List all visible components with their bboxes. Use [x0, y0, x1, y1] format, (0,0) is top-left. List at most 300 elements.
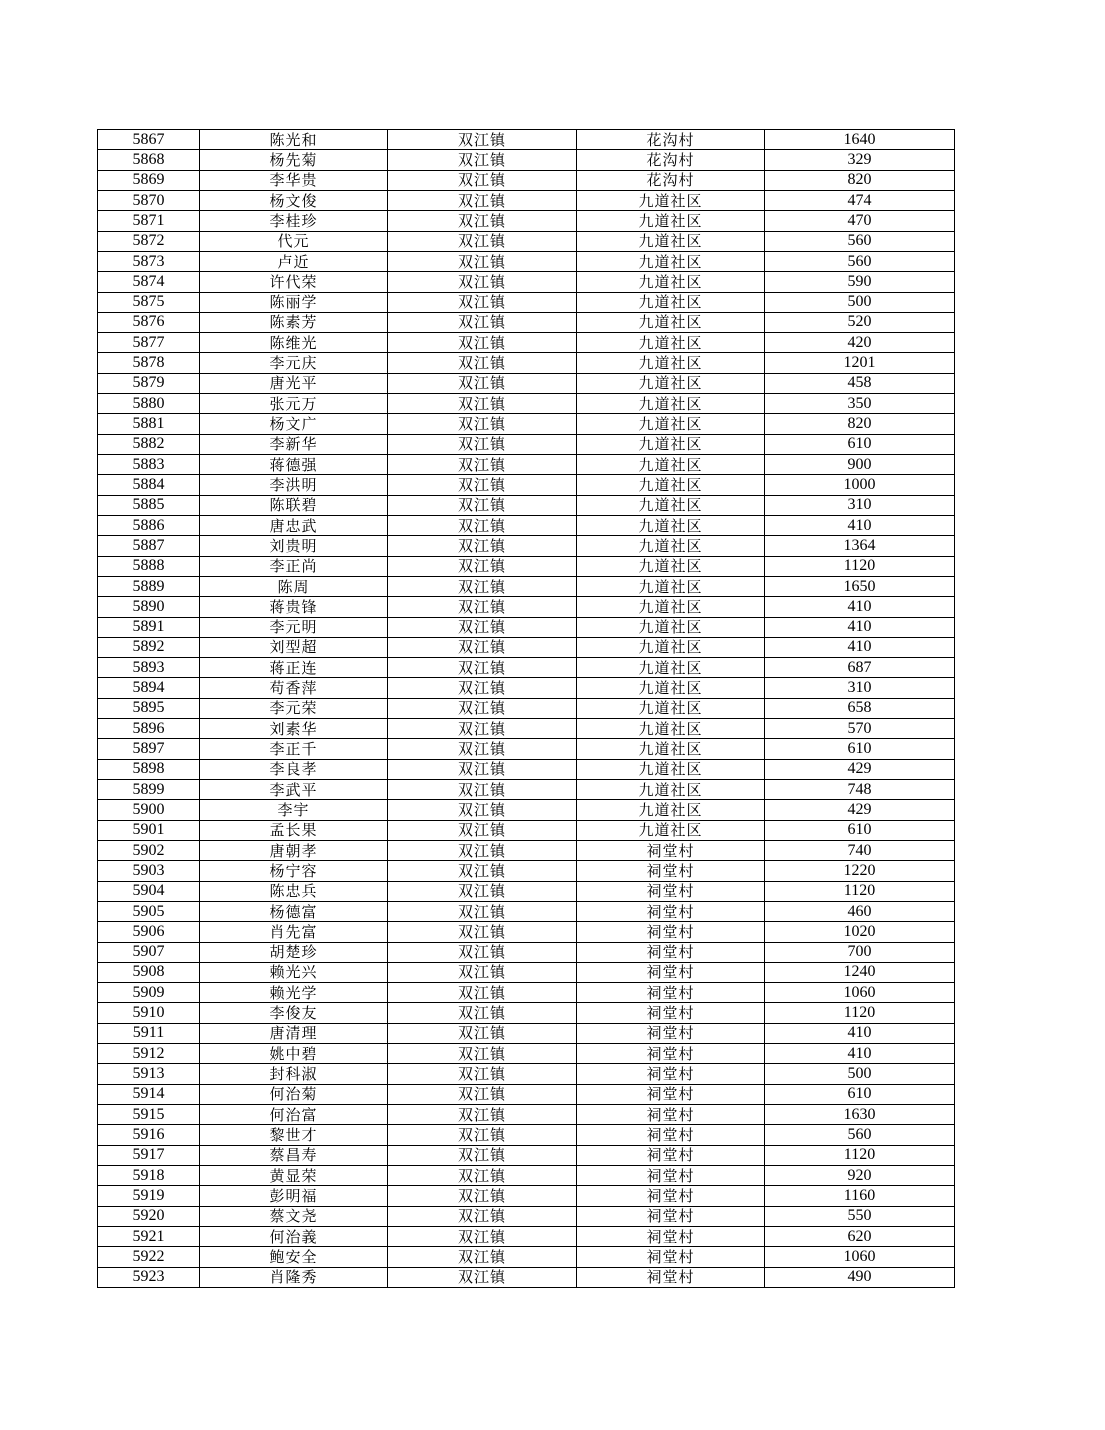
cell-amount: 1220: [765, 861, 955, 881]
cell-name: 陈丽学: [200, 292, 388, 312]
cell-town: 双江镇: [388, 1145, 577, 1165]
cell-name: 李正千: [200, 739, 388, 759]
table-row: [98, 800, 955, 820]
table-row: [98, 231, 955, 251]
cell-village: 祠堂村: [577, 1044, 765, 1064]
cell-id: 5901: [98, 820, 200, 840]
cell-town: 双江镇: [388, 922, 577, 942]
cell-name: 肖隆秀: [200, 1267, 388, 1287]
table-row: [98, 353, 955, 373]
cell-id: 5887: [98, 536, 200, 556]
cell-village: 九道社区: [577, 434, 765, 454]
cell-id: 5915: [98, 1105, 200, 1125]
cell-name: 何治富: [200, 1105, 388, 1125]
cell-village: 九道社区: [577, 333, 765, 353]
cell-id: 5899: [98, 780, 200, 800]
cell-id: 5880: [98, 394, 200, 414]
cell-village: 九道社区: [577, 597, 765, 617]
cell-id: 5882: [98, 434, 200, 454]
cell-amount: 410: [765, 1023, 955, 1043]
cell-id: 5892: [98, 637, 200, 657]
cell-id: 5910: [98, 1003, 200, 1023]
cell-id: 5898: [98, 759, 200, 779]
cell-id: 5916: [98, 1125, 200, 1145]
cell-town: 双江镇: [388, 678, 577, 698]
cell-village: 九道社区: [577, 373, 765, 393]
cell-village: 祠堂村: [577, 1125, 765, 1145]
cell-name: 赖光学: [200, 983, 388, 1003]
cell-name: 唐清理: [200, 1023, 388, 1043]
cell-village: 九道社区: [577, 576, 765, 596]
cell-village: 九道社区: [577, 312, 765, 332]
cell-id: 5911: [98, 1023, 200, 1043]
cell-amount: 560: [765, 251, 955, 271]
cell-village: 九道社区: [577, 515, 765, 535]
cell-id: 5923: [98, 1267, 200, 1287]
table-row: [98, 820, 955, 840]
table-row: [98, 190, 955, 210]
cell-town: 双江镇: [388, 576, 577, 596]
cell-town: 双江镇: [388, 1125, 577, 1145]
table-row: [98, 1165, 955, 1185]
cell-id: 5921: [98, 1226, 200, 1246]
cell-id: 5871: [98, 211, 200, 231]
cell-town: 双江镇: [388, 495, 577, 515]
cell-name: 蒋正连: [200, 658, 388, 678]
cell-name: 李良孝: [200, 759, 388, 779]
cell-amount: 458: [765, 373, 955, 393]
cell-amount: 610: [765, 1084, 955, 1104]
table-row: [98, 434, 955, 454]
cell-village: 九道社区: [577, 495, 765, 515]
cell-amount: 410: [765, 1044, 955, 1064]
cell-village: 九道社区: [577, 658, 765, 678]
cell-amount: 310: [765, 678, 955, 698]
cell-town: 双江镇: [388, 353, 577, 373]
cell-name: 唐朝孝: [200, 840, 388, 860]
table-row: [98, 495, 955, 515]
cell-town: 双江镇: [388, 556, 577, 576]
cell-town: 双江镇: [388, 1084, 577, 1104]
cell-name: 李俊友: [200, 1003, 388, 1023]
table-row: [98, 698, 955, 718]
cell-town: 双江镇: [388, 312, 577, 332]
cell-id: 5893: [98, 658, 200, 678]
cell-town: 双江镇: [388, 150, 577, 170]
cell-amount: 1201: [765, 353, 955, 373]
table-row: [98, 597, 955, 617]
cell-town: 双江镇: [388, 637, 577, 657]
cell-town: 双江镇: [388, 698, 577, 718]
cell-village: 祠堂村: [577, 962, 765, 982]
cell-id: 5906: [98, 922, 200, 942]
cell-id: 5873: [98, 251, 200, 271]
table-row: [98, 780, 955, 800]
cell-amount: 1120: [765, 881, 955, 901]
cell-name: 李新华: [200, 434, 388, 454]
cell-amount: 1650: [765, 576, 955, 596]
cell-id: 5918: [98, 1165, 200, 1185]
cell-village: 九道社区: [577, 292, 765, 312]
table-row: [98, 1084, 955, 1104]
cell-id: 5877: [98, 333, 200, 353]
cell-village: 花沟村: [577, 150, 765, 170]
cell-town: 双江镇: [388, 333, 577, 353]
cell-name: 刘贵明: [200, 536, 388, 556]
cell-name: 李华贵: [200, 170, 388, 190]
table-row: [98, 292, 955, 312]
cell-village: 祠堂村: [577, 1145, 765, 1165]
cell-name: 黎世才: [200, 1125, 388, 1145]
cell-amount: 610: [765, 739, 955, 759]
table-row: [98, 881, 955, 901]
cell-name: 鲍安全: [200, 1247, 388, 1267]
cell-id: 5920: [98, 1206, 200, 1226]
cell-village: 九道社区: [577, 780, 765, 800]
cell-town: 双江镇: [388, 739, 577, 759]
cell-village: 九道社区: [577, 475, 765, 495]
cell-village: 九道社区: [577, 678, 765, 698]
table-row: [98, 901, 955, 921]
cell-amount: 429: [765, 759, 955, 779]
cell-village: 祠堂村: [577, 881, 765, 901]
cell-town: 双江镇: [388, 942, 577, 962]
cell-town: 双江镇: [388, 272, 577, 292]
cell-town: 双江镇: [388, 983, 577, 1003]
cell-id: 5904: [98, 881, 200, 901]
table-row: [98, 211, 955, 231]
cell-name: 李宇: [200, 800, 388, 820]
table-row: [98, 150, 955, 170]
cell-id: 5890: [98, 597, 200, 617]
cell-village: 祠堂村: [577, 1023, 765, 1043]
table-row: [98, 637, 955, 657]
cell-town: 双江镇: [388, 901, 577, 921]
cell-village: 祠堂村: [577, 1267, 765, 1287]
table-row: [98, 1145, 955, 1165]
cell-town: 双江镇: [388, 1267, 577, 1287]
table-row: [98, 170, 955, 190]
cell-village: 九道社区: [577, 414, 765, 434]
cell-town: 双江镇: [388, 658, 577, 678]
cell-name: 赖光兴: [200, 962, 388, 982]
cell-id: 5888: [98, 556, 200, 576]
cell-name: 苟香萍: [200, 678, 388, 698]
cell-id: 5912: [98, 1044, 200, 1064]
cell-id: 5914: [98, 1084, 200, 1104]
cell-id: 5903: [98, 861, 200, 881]
cell-id: 5895: [98, 698, 200, 718]
cell-id: 5896: [98, 719, 200, 739]
table-row: [98, 1247, 955, 1267]
cell-id: 5875: [98, 292, 200, 312]
cell-amount: 350: [765, 394, 955, 414]
table-row: [98, 617, 955, 637]
cell-name: 黄显荣: [200, 1165, 388, 1185]
cell-name: 刘型超: [200, 637, 388, 657]
cell-amount: 429: [765, 800, 955, 820]
cell-amount: 410: [765, 597, 955, 617]
cell-name: 李武平: [200, 780, 388, 800]
cell-name: 代元: [200, 231, 388, 251]
cell-amount: 329: [765, 150, 955, 170]
table-row: [98, 475, 955, 495]
cell-name: 杨文广: [200, 414, 388, 434]
cell-village: 祠堂村: [577, 1186, 765, 1206]
table-row: [98, 719, 955, 739]
cell-town: 双江镇: [388, 1247, 577, 1267]
cell-town: 双江镇: [388, 881, 577, 901]
cell-town: 双江镇: [388, 1186, 577, 1206]
cell-amount: 560: [765, 231, 955, 251]
cell-town: 双江镇: [388, 292, 577, 312]
cell-name: 李正尚: [200, 556, 388, 576]
table-row: [98, 373, 955, 393]
cell-town: 双江镇: [388, 597, 577, 617]
cell-name: 杨先菊: [200, 150, 388, 170]
cell-amount: 410: [765, 617, 955, 637]
table-row: [98, 1226, 955, 1246]
cell-village: 花沟村: [577, 170, 765, 190]
cell-amount: 550: [765, 1206, 955, 1226]
cell-town: 双江镇: [388, 394, 577, 414]
cell-village: 九道社区: [577, 759, 765, 779]
table-row: [98, 840, 955, 860]
cell-name: 陈联碧: [200, 495, 388, 515]
cell-id: 5879: [98, 373, 200, 393]
cell-amount: 1120: [765, 1145, 955, 1165]
cell-amount: 740: [765, 840, 955, 860]
cell-name: 李元荣: [200, 698, 388, 718]
cell-name: 张元万: [200, 394, 388, 414]
table-row: [98, 515, 955, 535]
cell-name: 何治義: [200, 1226, 388, 1246]
table-row: [98, 272, 955, 292]
cell-village: 祠堂村: [577, 942, 765, 962]
table-row: [98, 658, 955, 678]
table-row: [98, 739, 955, 759]
cell-town: 双江镇: [388, 536, 577, 556]
cell-village: 九道社区: [577, 353, 765, 373]
cell-amount: 1364: [765, 536, 955, 556]
cell-name: 许代荣: [200, 272, 388, 292]
cell-village: 九道社区: [577, 231, 765, 251]
cell-name: 李洪明: [200, 475, 388, 495]
cell-name: 蒋贵锋: [200, 597, 388, 617]
cell-name: 陈忠兵: [200, 881, 388, 901]
table-row: [98, 942, 955, 962]
table-row: [98, 678, 955, 698]
cell-village: 九道社区: [577, 698, 765, 718]
table-row: [98, 1267, 955, 1287]
cell-id: 5884: [98, 475, 200, 495]
cell-town: 双江镇: [388, 251, 577, 271]
cell-name: 杨德富: [200, 901, 388, 921]
cell-town: 双江镇: [388, 861, 577, 881]
cell-amount: 1160: [765, 1186, 955, 1206]
cell-town: 双江镇: [388, 962, 577, 982]
table-row: [98, 759, 955, 779]
cell-town: 双江镇: [388, 1064, 577, 1084]
table-row: [98, 1003, 955, 1023]
cell-amount: 590: [765, 272, 955, 292]
cell-id: 5908: [98, 962, 200, 982]
cell-amount: 1640: [765, 130, 955, 150]
cell-amount: 460: [765, 901, 955, 921]
cell-village: 九道社区: [577, 719, 765, 739]
cell-amount: 410: [765, 515, 955, 535]
cell-village: 祠堂村: [577, 1105, 765, 1125]
cell-village: 祠堂村: [577, 861, 765, 881]
cell-amount: 474: [765, 190, 955, 210]
cell-town: 双江镇: [388, 759, 577, 779]
cell-village: 祠堂村: [577, 983, 765, 1003]
cell-town: 双江镇: [388, 1105, 577, 1125]
table-row: [98, 983, 955, 1003]
cell-name: 胡楚珍: [200, 942, 388, 962]
cell-town: 双江镇: [388, 211, 577, 231]
cell-village: 九道社区: [577, 190, 765, 210]
cell-amount: 1120: [765, 1003, 955, 1023]
cell-village: 九道社区: [577, 800, 765, 820]
cell-amount: 900: [765, 455, 955, 475]
cell-village: 祠堂村: [577, 1084, 765, 1104]
cell-amount: 500: [765, 292, 955, 312]
cell-village: 九道社区: [577, 617, 765, 637]
cell-amount: 748: [765, 780, 955, 800]
cell-village: 九道社区: [577, 455, 765, 475]
cell-name: 蔡昌寿: [200, 1145, 388, 1165]
table-row: [98, 1064, 955, 1084]
cell-id: 5876: [98, 312, 200, 332]
cell-village: 祠堂村: [577, 1003, 765, 1023]
cell-id: 5909: [98, 983, 200, 1003]
cell-village: 九道社区: [577, 251, 765, 271]
cell-town: 双江镇: [388, 617, 577, 637]
cell-town: 双江镇: [388, 1044, 577, 1064]
cell-village: 祠堂村: [577, 840, 765, 860]
cell-amount: 820: [765, 170, 955, 190]
cell-village: 九道社区: [577, 394, 765, 414]
cell-id: 5872: [98, 231, 200, 251]
cell-name: 陈光和: [200, 130, 388, 150]
cell-town: 双江镇: [388, 515, 577, 535]
cell-village: 九道社区: [577, 536, 765, 556]
cell-name: 肖先富: [200, 922, 388, 942]
cell-town: 双江镇: [388, 373, 577, 393]
cell-village: 九道社区: [577, 211, 765, 231]
cell-town: 双江镇: [388, 475, 577, 495]
cell-amount: 560: [765, 1125, 955, 1145]
cell-name: 何治菊: [200, 1084, 388, 1104]
cell-id: 5919: [98, 1186, 200, 1206]
cell-amount: 920: [765, 1165, 955, 1185]
cell-id: 5900: [98, 800, 200, 820]
cell-amount: 1120: [765, 556, 955, 576]
cell-town: 双江镇: [388, 1165, 577, 1185]
cell-amount: 310: [765, 495, 955, 515]
cell-id: 5870: [98, 190, 200, 210]
table-row: [98, 962, 955, 982]
cell-id: 5885: [98, 495, 200, 515]
table-row: [98, 130, 955, 150]
cell-amount: 1240: [765, 962, 955, 982]
cell-amount: 658: [765, 698, 955, 718]
cell-amount: 610: [765, 820, 955, 840]
cell-name: 刘素华: [200, 719, 388, 739]
cell-village: 九道社区: [577, 820, 765, 840]
cell-id: 5869: [98, 170, 200, 190]
table-row: [98, 394, 955, 414]
cell-village: 花沟村: [577, 130, 765, 150]
table-row: [98, 414, 955, 434]
cell-name: 姚中碧: [200, 1044, 388, 1064]
cell-amount: 470: [765, 211, 955, 231]
cell-name: 杨宁容: [200, 861, 388, 881]
cell-id: 5878: [98, 353, 200, 373]
cell-name: 李元庆: [200, 353, 388, 373]
cell-town: 双江镇: [388, 780, 577, 800]
cell-id: 5889: [98, 576, 200, 596]
table-row: [98, 1125, 955, 1145]
table-row: [98, 536, 955, 556]
cell-town: 双江镇: [388, 800, 577, 820]
cell-village: 祠堂村: [577, 1247, 765, 1267]
cell-id: 5905: [98, 901, 200, 921]
table-row: [98, 333, 955, 353]
cell-village: 祠堂村: [577, 1226, 765, 1246]
table-body: [98, 130, 955, 1288]
cell-town: 双江镇: [388, 1226, 577, 1246]
cell-id: 5897: [98, 739, 200, 759]
cell-village: 九道社区: [577, 556, 765, 576]
cell-id: 5891: [98, 617, 200, 637]
cell-name: 蔡文尧: [200, 1206, 388, 1226]
table-row: [98, 312, 955, 332]
cell-town: 双江镇: [388, 1206, 577, 1226]
cell-amount: 610: [765, 434, 955, 454]
cell-id: 5894: [98, 678, 200, 698]
cell-id: 5922: [98, 1247, 200, 1267]
cell-name: 孟长果: [200, 820, 388, 840]
cell-town: 双江镇: [388, 414, 577, 434]
cell-amount: 687: [765, 658, 955, 678]
data-table: [97, 129, 955, 1288]
cell-village: 祠堂村: [577, 1206, 765, 1226]
cell-town: 双江镇: [388, 170, 577, 190]
cell-village: 祠堂村: [577, 1165, 765, 1185]
cell-town: 双江镇: [388, 434, 577, 454]
cell-village: 祠堂村: [577, 901, 765, 921]
cell-town: 双江镇: [388, 1003, 577, 1023]
cell-amount: 1060: [765, 983, 955, 1003]
table-row: [98, 251, 955, 271]
cell-id: 5867: [98, 130, 200, 150]
table-row: [98, 1044, 955, 1064]
cell-id: 5883: [98, 455, 200, 475]
cell-amount: 700: [765, 942, 955, 962]
table-row: [98, 922, 955, 942]
cell-id: 5907: [98, 942, 200, 962]
cell-name: 李桂珍: [200, 211, 388, 231]
cell-town: 双江镇: [388, 820, 577, 840]
cell-name: 陈维光: [200, 333, 388, 353]
cell-id: 5917: [98, 1145, 200, 1165]
cell-amount: 1000: [765, 475, 955, 495]
table-row: [98, 1023, 955, 1043]
cell-village: 九道社区: [577, 637, 765, 657]
cell-name: 蒋德强: [200, 455, 388, 475]
